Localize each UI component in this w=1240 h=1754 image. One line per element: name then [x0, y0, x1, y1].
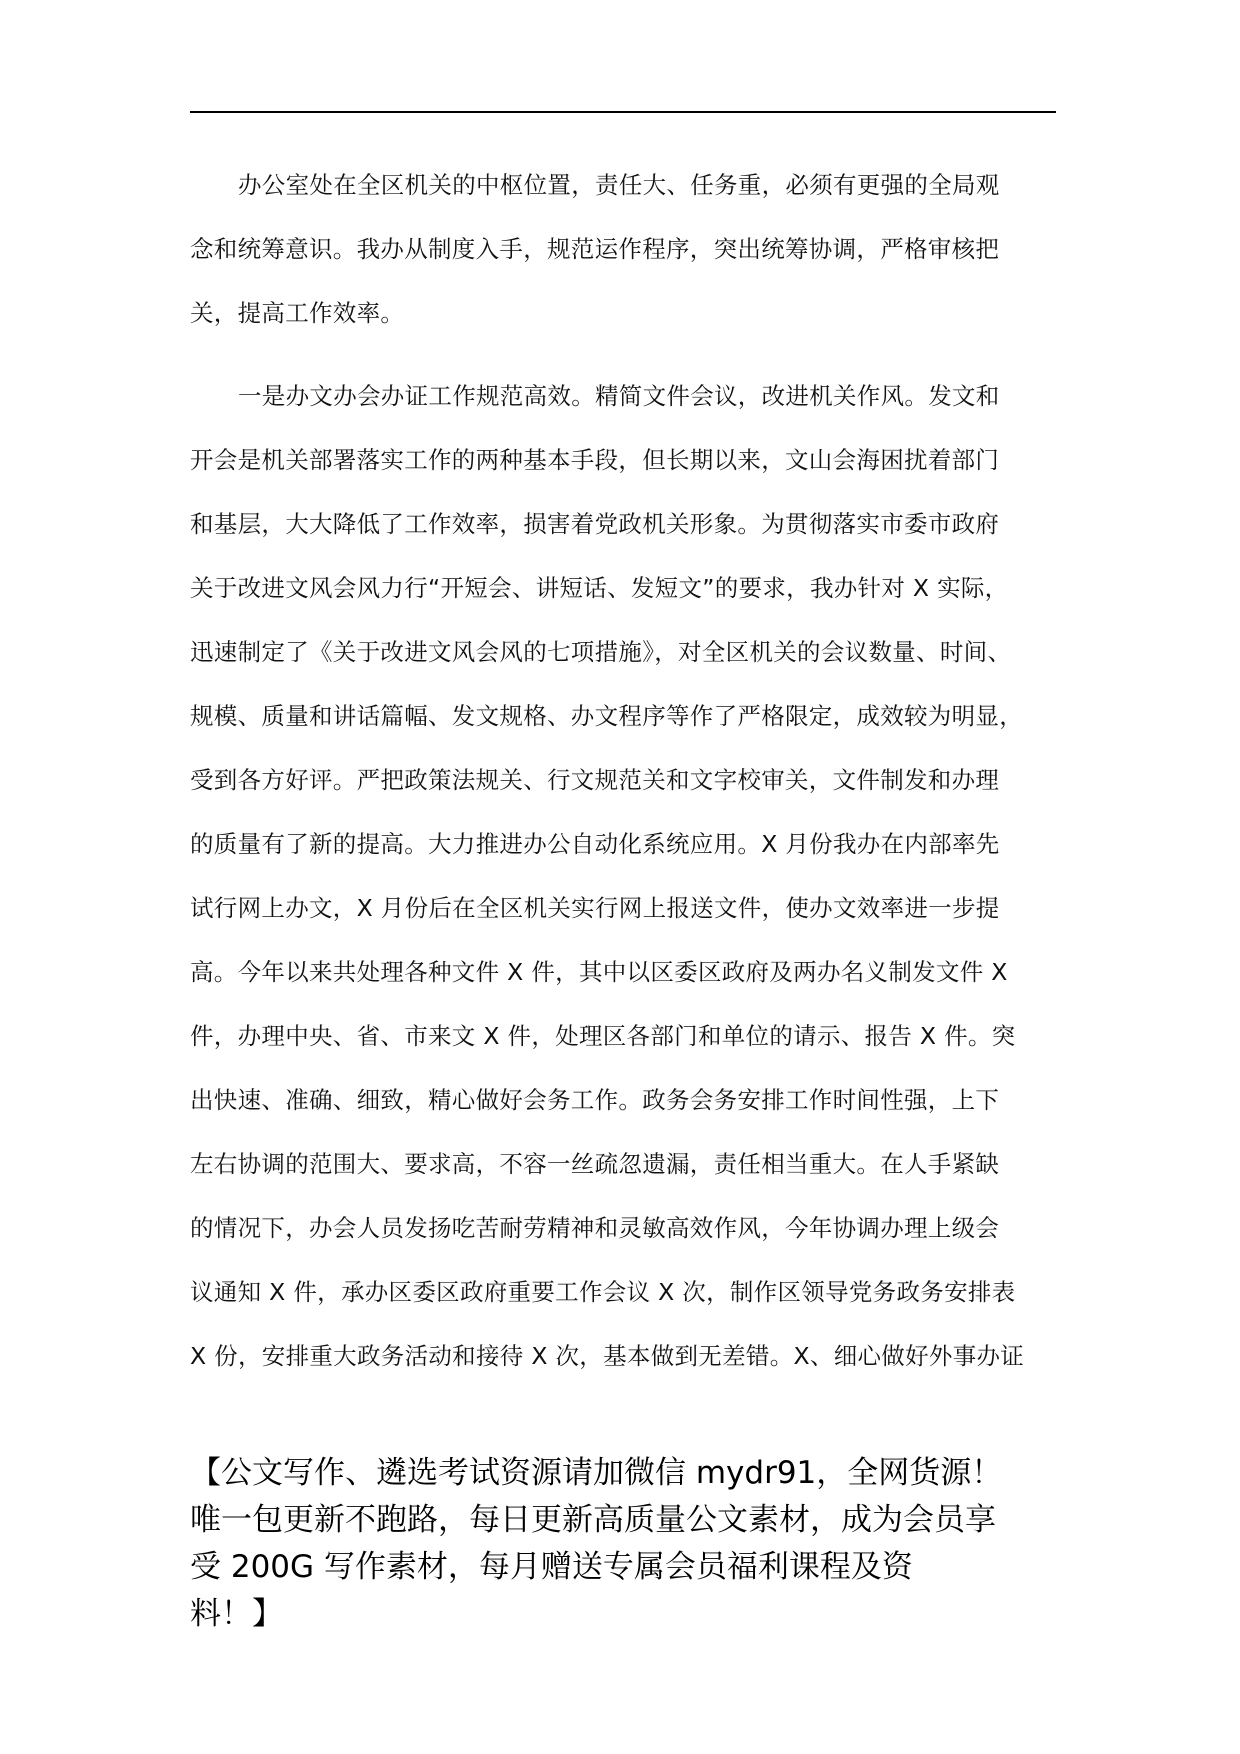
promo-line: 受 200G 写作素材，每月赠送专属会员福利课程及资 [190, 1549, 913, 1585]
text-line: 办公室处在全区机关的中枢位置，责任大、任务重，必须有更强的全局观 [238, 171, 1000, 199]
paragraph-office-overview [190, 153, 1070, 345]
promo-notice [190, 1450, 1070, 1638]
text-line: 左右协调的范围大、要求高，不容一丝疏忽遗漏，责任相当重大。在人手紧缺 [190, 1150, 1000, 1178]
text-line: 开会是机关部署落实工作的两种基本手段，但长期以来，文山会海困扰着部门 [190, 446, 1000, 474]
text-line: 关，提高工作效率。 [190, 299, 405, 327]
text-line: 件，办理中央、省、市来文 X 件，处理区各部门和单位的请示、报告 X 件。突 [190, 1022, 1016, 1050]
text-line: 规模、质量和讲话篇幅、发文规格、办文程序等作了严格限定，成效较为明显， [190, 702, 1023, 730]
text-line: 和基层，大大降低了工作效率，损害着党政机关形象。为贯彻落实市委市政府 [190, 510, 1000, 538]
text-line: 的情况下，办会人员发扬吃苦耐劳精神和灵敏高效作风，今年协调办理上级会 [190, 1214, 1000, 1242]
text-line: X 份，安排重大政务活动和接待 X 次，基本做到无差错。X、细心做好外事办证 [190, 1342, 1025, 1370]
text-line: 出快速、准确、细致，精心做好会务工作。政务会务安排工作时间性强，上下 [190, 1086, 1000, 1114]
text-line: 迅速制定了《关于改进文风会风的七项措施》，对全区机关的会议数量、时间、 [190, 638, 1012, 666]
promo-line: 【公文写作、遴选考试资源请加微信 mydr91，全网货源！ [190, 1455, 1003, 1491]
text-line: 一是办文办会办证工作规范高效。精简文件会议，改进机关作风。发文和 [238, 382, 1000, 410]
text-line: 试行网上办文，X 月份后在全区机关实行网上报送文件，使办文效率进一步提 [190, 894, 1000, 922]
text-line: 受到各方好评。严把政策法规关、行文规范关和文字校审关，文件制发和办理 [190, 766, 1000, 794]
text-line: 关于改进文风会风力行“开短会、讲短话、发短文”的要求，我办针对 X 实际， [190, 574, 1009, 602]
text-line: 念和统筹意识。我办从制度入手，规范运作程序，突出统筹协调，严格审核把 [190, 235, 1000, 263]
paragraph-document-meeting-work [190, 364, 1070, 1388]
header-rule [190, 111, 1056, 113]
text-line: 高。今年以来共处理各种文件 X 件，其中以区委区政府及两办名义制发文件 X [190, 958, 1008, 986]
promo-line: 唯一包更新不跑路，每日更新高质量公文素材，成为会员享 [190, 1502, 996, 1538]
text-line: 议通知 X 件，承办区委区政府重要工作会议 X 次，制作区领导党务政务安排表 [190, 1278, 1016, 1306]
promo-line: 料！】 [190, 1596, 283, 1632]
text-line: 的质量有了新的提高。大力推进办公自动化系统应用。X 月份我办在内部率先 [190, 830, 1000, 858]
